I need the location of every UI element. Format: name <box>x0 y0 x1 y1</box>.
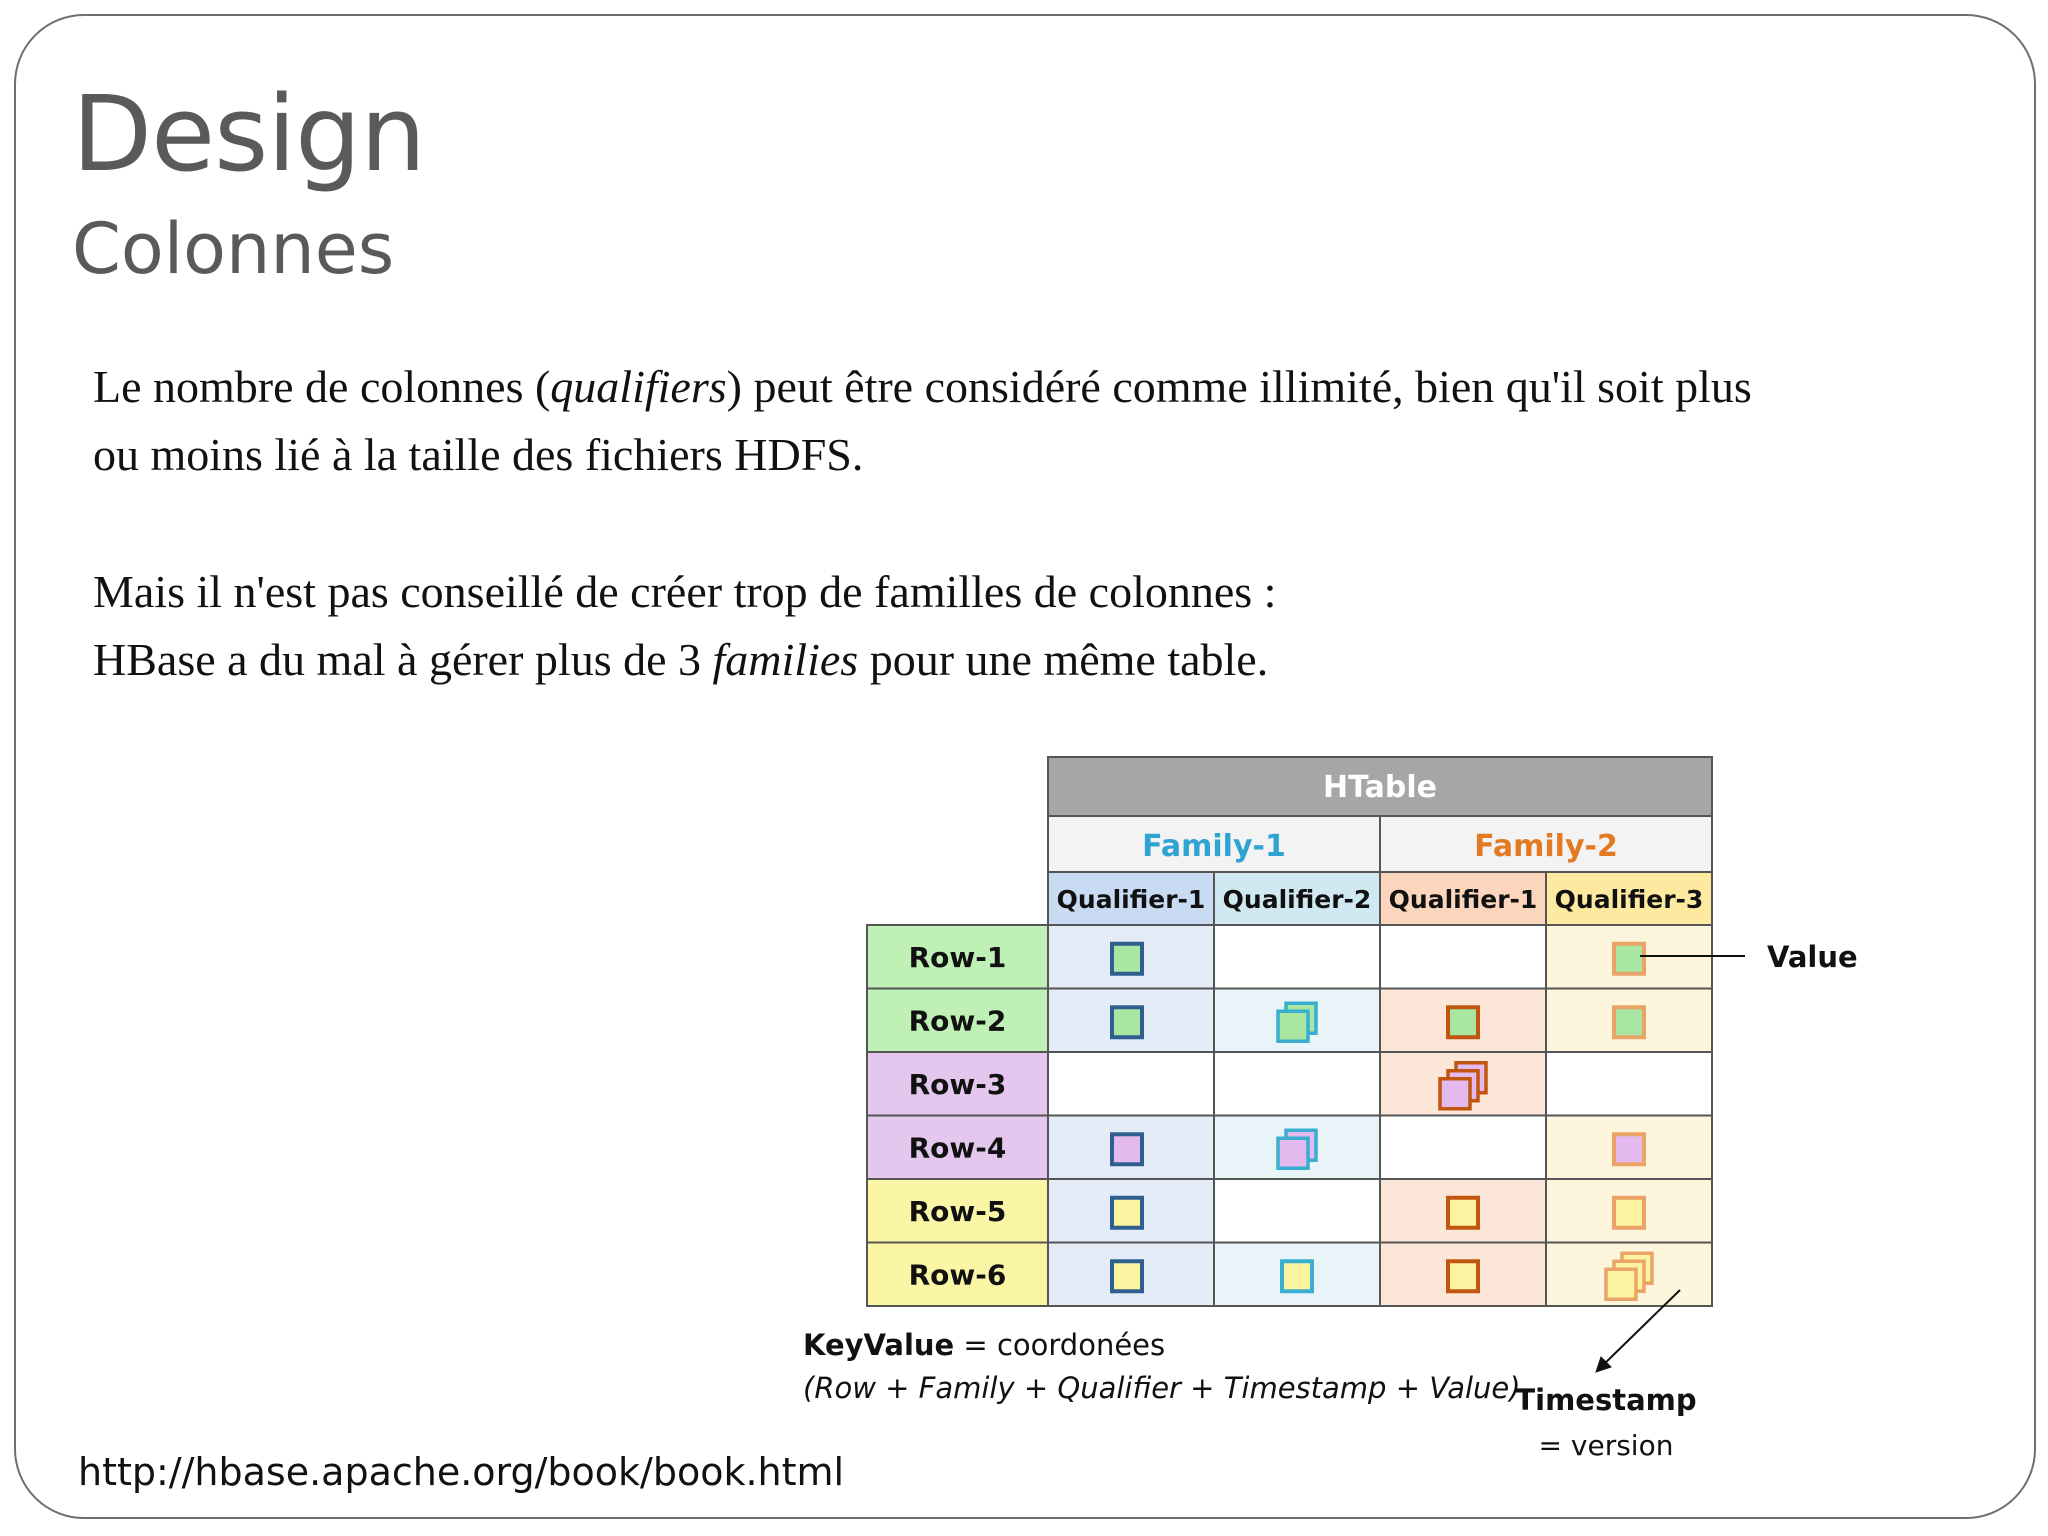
value-marker <box>1448 1007 1478 1037</box>
keyvalue-formula: (Row + Family + Qualifier + Timestamp + Value) <box>803 1371 1521 1405</box>
text-fragment: Le nombre de colonnes ( <box>93 361 551 412</box>
htable-title: HTable <box>1322 770 1438 805</box>
value-marker <box>1112 944 1142 974</box>
value-marker <box>1112 1007 1142 1037</box>
table-cell <box>1214 1052 1380 1116</box>
qualifier-label: Qualifier-3 <box>1554 885 1704 914</box>
slide-title: Design <box>72 73 426 195</box>
row-label: Row-3 <box>908 1067 1007 1101</box>
value-marker <box>1614 1134 1644 1164</box>
value-marker <box>1448 1198 1478 1228</box>
source-url[interactable]: http://hbase.apache.org/book/book.html <box>78 1450 845 1494</box>
qualifier-label: Qualifier-1 <box>1388 885 1538 914</box>
value-marker <box>1112 1198 1142 1228</box>
value-version-marker <box>1278 1011 1308 1041</box>
row-label: Row-2 <box>908 1004 1007 1038</box>
value-version-marker <box>1440 1079 1470 1109</box>
keyvalue-bold: KeyValue <box>803 1328 955 1362</box>
keyvalue-caption <box>803 1328 1165 1362</box>
timestamp-sub: = version <box>1538 1429 1674 1462</box>
value-marker <box>1112 1134 1142 1164</box>
table-cell <box>1380 1116 1546 1180</box>
row-label: Row-1 <box>908 940 1007 974</box>
text-fragment: pour une même table. <box>858 634 1269 685</box>
qualifier-label: Qualifier-1 <box>1056 885 1206 914</box>
paragraph-columns-line-2: ou moins lié à la taille des fichiers HDFS. <box>93 429 864 480</box>
text-emphasis: families <box>712 634 859 685</box>
value-version-marker <box>1606 1269 1636 1299</box>
paragraph-families-line-1: Mais il n'est pas conseillé de créer trop de familles de colonnes : <box>93 566 1277 617</box>
slide-subtitle: Colonnes <box>72 208 395 290</box>
value-marker <box>1614 944 1644 974</box>
text-emphasis: qualifiers <box>550 361 727 412</box>
keyvalue-rest: = coordonées <box>954 1328 1166 1362</box>
value-marker <box>1614 1198 1644 1228</box>
qualifier-label: Qualifier-2 <box>1222 885 1372 914</box>
timestamp-label: Timestamp <box>1515 1383 1697 1417</box>
table-cell <box>1048 1052 1214 1116</box>
value-version-marker <box>1278 1138 1308 1168</box>
text-fragment: HBase a du mal à gérer plus de 3 <box>93 634 713 685</box>
text-fragment: ) peut être considéré comme illimité, bien qu'il soit plus <box>726 361 1752 412</box>
value-marker <box>1448 1261 1478 1291</box>
table-cell <box>1214 1179 1380 1243</box>
row-label: Row-6 <box>908 1258 1007 1292</box>
family-label: Family-2 <box>1474 829 1618 864</box>
row-label: Row-5 <box>908 1194 1007 1228</box>
value-marker <box>1282 1261 1312 1291</box>
value-label: Value <box>1767 940 1858 974</box>
table-cell <box>1546 1052 1712 1116</box>
table-cell <box>1214 925 1380 989</box>
value-marker <box>1614 1007 1644 1037</box>
value-marker <box>1112 1261 1142 1291</box>
row-label: Row-4 <box>908 1131 1007 1165</box>
table-cell <box>1380 925 1546 989</box>
family-label: Family-1 <box>1142 829 1286 864</box>
